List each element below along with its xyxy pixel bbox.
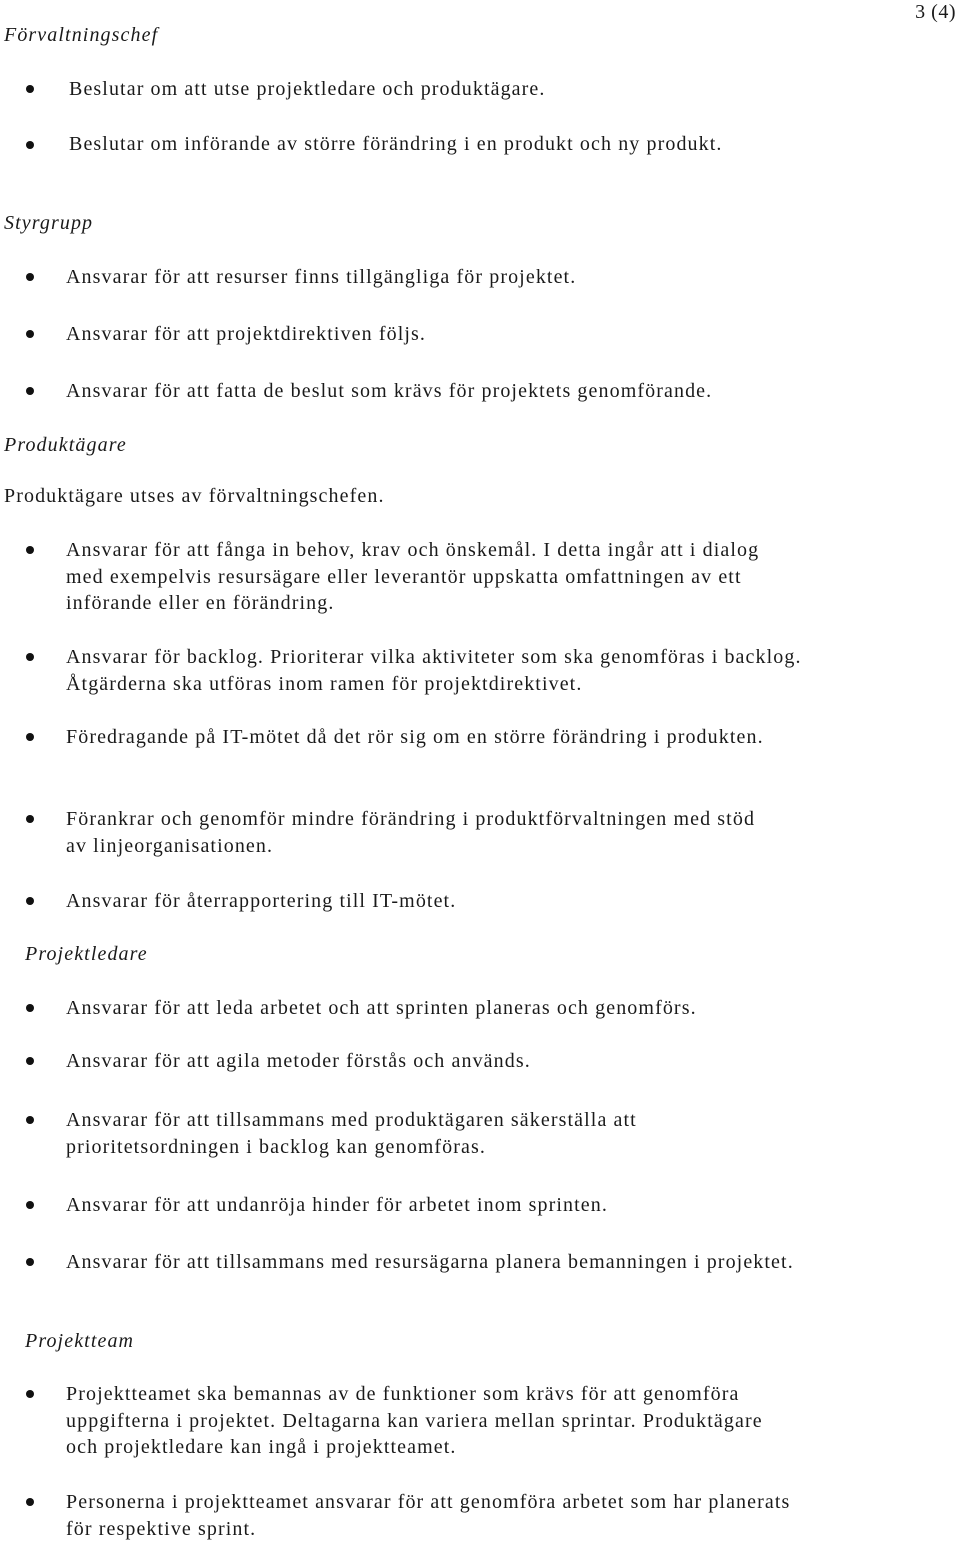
bullet [26, 1390, 34, 1398]
list-item: Ansvarar för att leda arbetet och att sprinten planeras och genomförs. [66, 997, 697, 1019]
bullet [26, 1057, 34, 1065]
bullet [26, 141, 34, 149]
bullet [26, 1258, 34, 1266]
list-item: Ansvarar för att fånga in behov, krav och önskemål. I detta ingår att i dialog med exempelvis resursägare eller leverantör uppskatta omfattningen av ett införande eller en förändring. [66, 539, 760, 614]
bullet [26, 387, 34, 395]
bullet [26, 330, 34, 338]
list-item: Projektteamet ska bemannas av de funktioner som krävs för att genomföra uppgifterna i projektet. Deltagarna kan variera mellan sprintar. Produktägare och projektledare kan ingå i projektteamet. [66, 1383, 763, 1458]
list-item: Ansvarar för att undanröja hinder för arbetet inom sprinten. [66, 1194, 608, 1216]
bullet [26, 85, 34, 93]
bullet [26, 897, 34, 905]
bullet [26, 1116, 34, 1124]
list-item: Beslutar om att utse projektledare och produktägare. [69, 78, 546, 100]
list-item: Ansvarar för att resurser finns tillgängliga för projektet. [66, 266, 577, 288]
list-item: Beslutar om införande av större förändring i en produkt och ny produkt. [69, 133, 723, 155]
bullet [26, 1498, 34, 1506]
list-item: Ansvarar för att fatta de beslut som krävs för projektets genomförande. [66, 380, 713, 402]
bullet [26, 273, 34, 281]
bullet [26, 653, 34, 661]
section-heading-projektledare: Projektledare [25, 943, 148, 965]
list-item: Förankrar och genomför mindre förändring i produktförvaltningen med stöd av linjeorganisationen. [66, 808, 756, 857]
list-item: Personerna i projektteamet ansvarar för att genomföra arbetet som har planerats för respektive sprint. [66, 1491, 791, 1540]
list-item: Ansvarar för att agila metoder förstås och används. [66, 1050, 531, 1072]
list-item: Ansvarar för backlog. Prioriterar vilka aktiviteter som ska genomföras i backlog. Åtgärderna ska utföras inom ramen för projektdirektivet. [66, 646, 802, 695]
list-item: Ansvarar för att tillsammans med produktägaren säkerställa att prioritetsordningen i backlog kan genomföras. [66, 1109, 637, 1158]
section-heading-projektteam: Projektteam [25, 1330, 135, 1352]
section-heading-produktagare: Produktägare [4, 434, 127, 456]
page-number: 3 (4) [915, 1, 956, 23]
list-item: Ansvarar för att tillsammans med resursägarna planera bemanningen i projektet. [66, 1251, 794, 1273]
section-heading-forvaltningschef: Förvaltningschef [4, 24, 159, 46]
bullet [26, 1201, 34, 1209]
section-intro: Produktägare utses av förvaltningschefen. [4, 485, 385, 507]
bullet [26, 733, 34, 741]
list-item: Föredragande på IT-mötet då det rör sig om en större förändring i produkten. [66, 726, 764, 748]
list-item: Ansvarar för att projektdirektiven följs. [66, 323, 427, 345]
bullet [26, 546, 34, 554]
section-heading-styrgrupp: Styrgrupp [4, 212, 94, 234]
bullet [26, 1004, 34, 1012]
bullet [26, 815, 34, 823]
list-item: Ansvarar för återrapportering till IT-mötet. [66, 890, 457, 912]
